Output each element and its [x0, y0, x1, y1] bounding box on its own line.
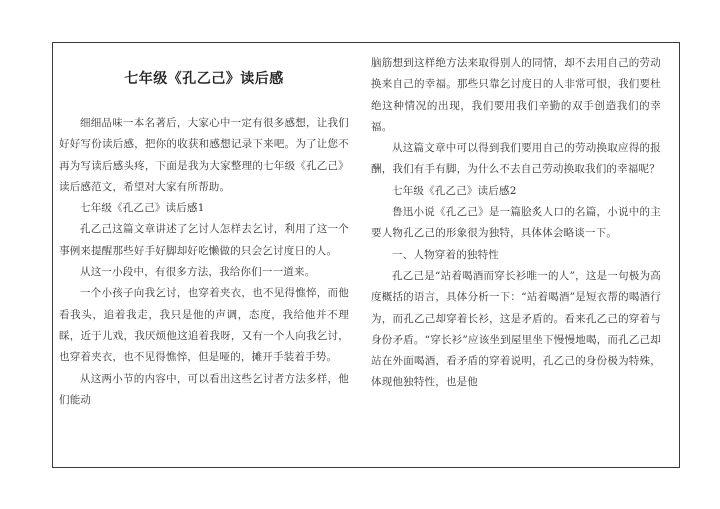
paragraph: 从这一小段中，有很多方法，我给你们一一道来。	[80, 266, 316, 279]
section-heading: 一、人物穿着的独特性	[392, 248, 499, 261]
paragraph: 孔乙己是“站着喝酒而穿长衫唯一的人”，这是一句极为高度概括的语言，具体分析一下：“站着喝酒”是短衣帮的喝酒行为，而孔乙己却穿着长衫，这是矛盾的。看来孔乙己的穿着与身份矛盾。“穿长衫”应该坐到屋里坐下慢慢地喝，而孔乙己却站在外面喝酒，看矛盾的穿着说明，孔乙己的身份极为特殊，体现他独特性，也是他	[371, 269, 661, 389]
document-page	[52, 42, 680, 468]
paragraph: 从这篇文章中可以得到我们要用自己的劳动换取应得的报酬，我们有手有脚，为什么不去自己劳动换取我们的幸福呢？	[371, 142, 661, 176]
paragraph: 孔乙己这篇文章讲述了乞讨人怎样去乞讨，利用了这一个事例来提醒那些好手好脚却好吃懒做的只会乞讨度日的人。	[59, 223, 349, 257]
right-column	[371, 53, 661, 394]
paragraph: 从这两小节的内容中，可以看出这些乞讨者方法多样，他们能动	[59, 372, 349, 406]
page-title: 七年级《孔乙己》读后感	[124, 71, 284, 87]
intro-paragraph: 细细品味一本名著后，大家心中一定有很多感想，让我们好好写份读后感，把你的收获和感想记录下来吧。为了让您不再为写读后感头疼，下面是我为大家整理的七年级《孔乙己》读后感范文，希望对大家有所帮助。	[59, 117, 349, 193]
paragraph: 一个小孩子向我乞讨，也穿着夹衣，也不见得憔悴，而他看我头，追着我走，我只是他的声调，态度，我给他并不理睬，近于儿戏，我厌烦他这追着我呀，又有一个人向我乞讨，也穿着夹衣，也不见得憔悴，但是哑的，摊开手装着手势。	[59, 287, 349, 364]
essay2-heading: 七年级《孔乙己》读后感2	[392, 184, 517, 197]
paragraph-continued: 脑筋想到这样绝方法来取得别人的同情，却不去用自己的劳动换来自己的幸福。那些只靠乞讨度日的人非常可恨，我们要杜绝这种情况的出现，我们要用我们辛勤的双手创造我们的幸福。	[371, 57, 661, 133]
essay1-heading: 七年级《孔乙己》读后感1	[80, 202, 205, 215]
paragraph: 鲁迅小说《孔乙己》是一篇脍炙人口的名篇，小说中的主要人物孔乙己的形象很为独特，具体体会略谈一下。	[371, 206, 661, 240]
left-column	[59, 53, 349, 411]
